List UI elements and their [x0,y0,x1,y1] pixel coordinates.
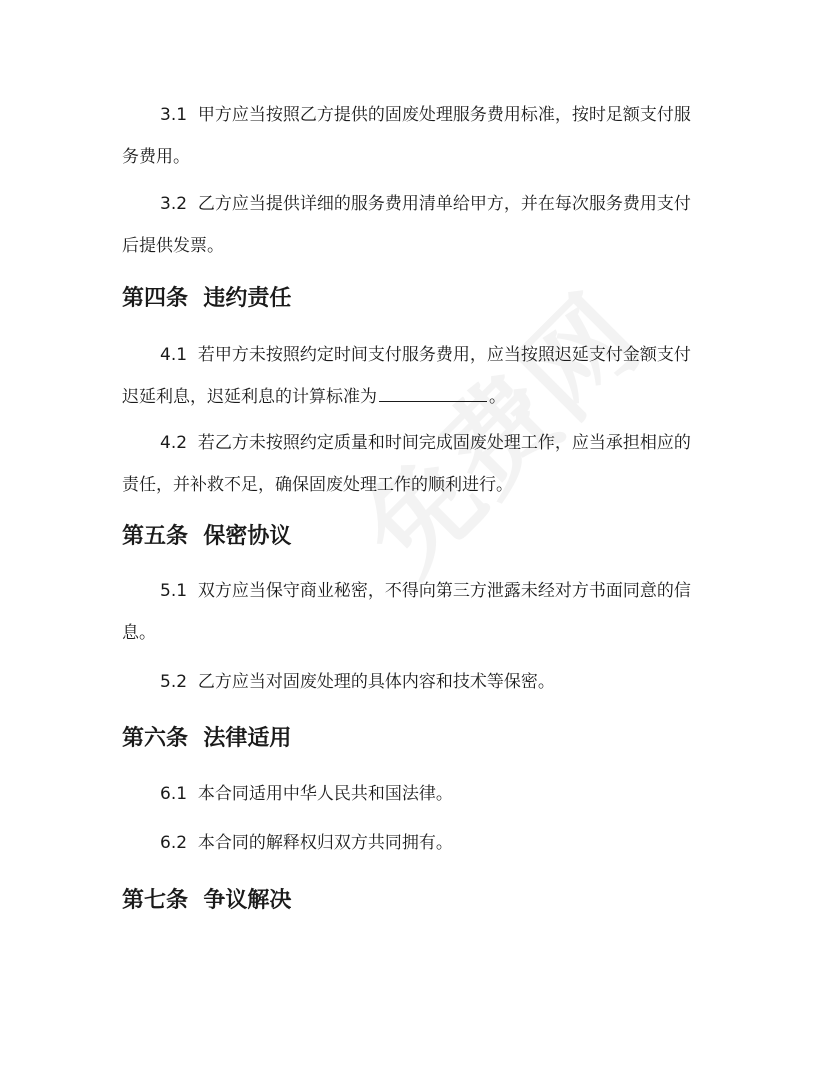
clause-4-1-end: 。 [489,387,506,407]
section-heading-5: 第五条 保密协议 [122,524,292,549]
clause-5-2: 5.2 乙方应当对固废处理的具体内容和技术等保密。 [160,672,555,692]
clause-5-1: 5.1 双方应当保守商业秘密，不得向第三方泄露未经对方书面同意的信息。 [122,581,691,643]
section-heading-7: 第七条 争议解决 [122,888,292,913]
clause-6-2: 6.2 本合同的解释权归双方共同拥有。 [160,833,453,853]
clause-6-1: 6.1 本合同适用中华人民共和国法律。 [160,784,453,804]
section-heading-4: 第四条 违约责任 [122,286,292,311]
fill-in-blank[interactable] [379,400,487,402]
clause-4-1-text: 4.1 若甲方未按照约定时间支付服务费用，应当按照迟延支付金额支付迟延利息，迟延利息的计算标准为 [122,345,691,407]
clause-4-1 [122,334,694,418]
section-heading-6: 第六条 法律适用 [122,726,292,751]
clause-3-1: 3.1 甲方应当按照乙方提供的固废处理服务费用标准，按时足额支付服务费用。 [122,105,691,167]
clause-4-2: 4.2 若乙方未按照约定质量和时间完成固废处理工作，应当承担相应的责任，并补救不足，确保固废处理工作的顺利进行。 [122,433,691,495]
clause-3-2: 3.2 乙方应当提供详细的服务费用清单给甲方，并在每次服务费用支付后提供发票。 [122,194,691,256]
